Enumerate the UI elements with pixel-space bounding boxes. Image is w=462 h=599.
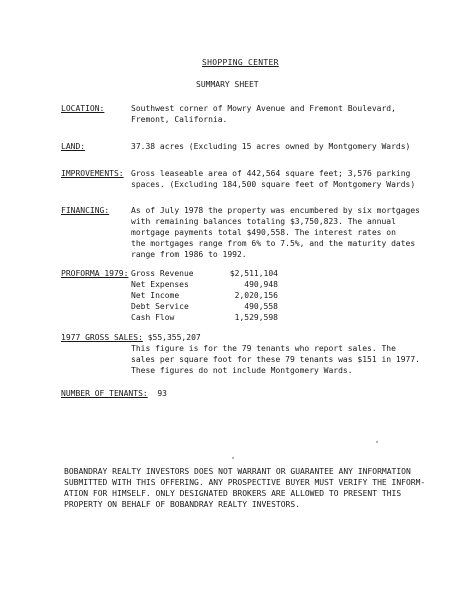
location-line: Southwest corner of Mowry Avenue and Fremont Boulevard, bbox=[131, 104, 396, 113]
gross-sales-line: These figures do not include Montgomery Wards. bbox=[131, 366, 353, 375]
land-label: LAND: bbox=[61, 142, 86, 151]
land-text: 37.38 acres (Excluding 15 acres owned by Montgomery Wards) bbox=[131, 142, 411, 151]
financing-line: As of July 1978 the property was encumbered by six mortgages bbox=[131, 206, 420, 215]
proforma-row-name: Cash Flow bbox=[131, 313, 175, 322]
tenants-label: NUMBER OF TENANTS: bbox=[61, 389, 148, 398]
tenants-value: 93 bbox=[157, 389, 167, 398]
gross-sales-value: $55,355,207 bbox=[147, 333, 201, 342]
financing-line: with remaining balances totaling $3,750,823. The annual bbox=[131, 217, 396, 226]
improvements-line: Gross leaseable area of 442,564 square feet; 3,576 parking bbox=[131, 169, 411, 178]
proforma-row-value: 490,948 bbox=[244, 280, 278, 289]
proforma-row-value: 490,558 bbox=[244, 302, 278, 311]
gross-sales-line: This figure is for the 79 tenants who report sales. The bbox=[131, 344, 396, 353]
document-title: SHOPPING CENTER bbox=[202, 58, 279, 67]
location-label: LOCATION: bbox=[61, 104, 105, 113]
proforma-row-name: Net Expenses bbox=[131, 280, 189, 289]
disclaimer-line: PROPERTY ON BEHALF OF BOBANDRAY REALTY INVESTORS. bbox=[64, 500, 301, 509]
tenants-heading bbox=[61, 388, 167, 399]
proforma-row-value: 1,529,598 bbox=[234, 313, 278, 322]
scan-speck bbox=[232, 457, 234, 459]
disclaimer-line: BOBANDRAY REALTY INVESTORS DOES NOT WARRANT OR GUARANTEE ANY INFORMATION bbox=[64, 467, 411, 476]
improvements-label: IMPROVEMENTS: bbox=[61, 169, 124, 178]
proforma-label: PROFORMA 1979: bbox=[61, 269, 129, 278]
gross-sales-heading bbox=[61, 332, 201, 343]
proforma-row-value: $2,511,104 bbox=[229, 269, 278, 278]
financing-label: FINANCING: bbox=[61, 206, 110, 215]
gross-sales-line: sales per square foot for these 79 tenants was $151 in 1977. bbox=[131, 355, 420, 364]
improvements-line: spaces. (Excluding 184,500 square feet of Montgomery Wards) bbox=[131, 180, 416, 189]
disclaimer-line: SUBMITTED WITH THIS OFFERING. ANY PROSPECTIVE BUYER MUST VERIFY THE INFORM- bbox=[64, 478, 426, 487]
location-line: Fremont, California. bbox=[131, 115, 228, 124]
proforma-row-value: 2,020,156 bbox=[234, 291, 278, 300]
gross-sales-label: 1977 GROSS SALES: bbox=[61, 333, 143, 342]
financing-line: mortgage payments total $490,558. The interest rates on bbox=[131, 228, 396, 237]
financing-line: range from 1986 to 1992. bbox=[131, 250, 247, 259]
proforma-row-name: Debt Service bbox=[131, 302, 189, 311]
disclaimer-line: ATION FOR HIMSELF. ONLY DESIGNATED BROKERS ARE ALLOWED TO PRESENT THIS bbox=[64, 489, 402, 498]
financing-line: the mortgages range from 6% to 7.5%, and the maturity dates bbox=[131, 239, 416, 248]
proforma-row-name: Gross Revenue bbox=[131, 269, 194, 278]
document-subtitle: SUMMARY SHEET bbox=[196, 80, 259, 89]
scan-speck bbox=[376, 441, 378, 443]
proforma-row-name: Net Income bbox=[131, 291, 180, 300]
